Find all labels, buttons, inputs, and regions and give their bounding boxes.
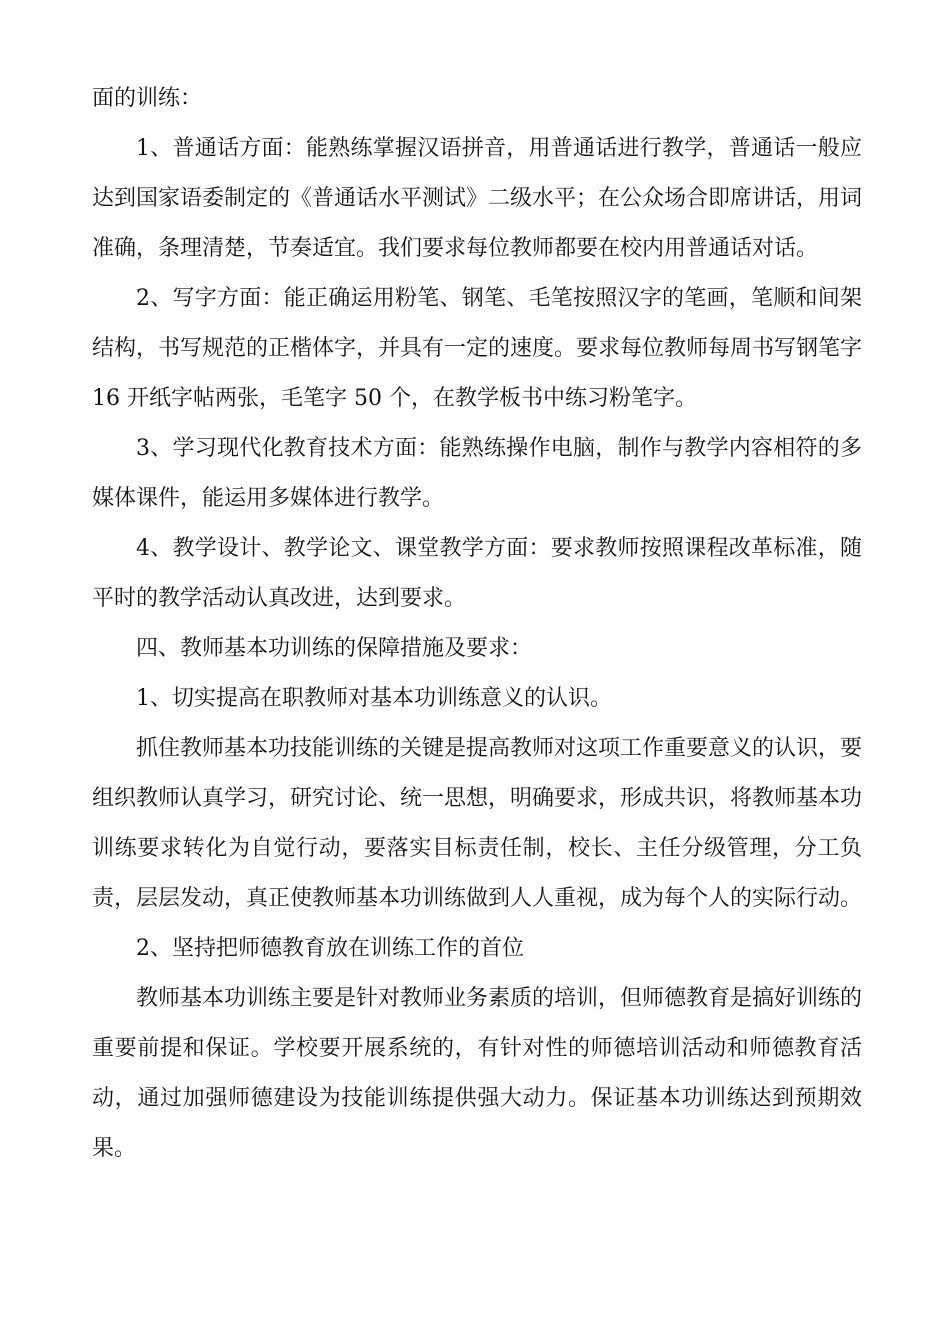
paragraph-education-technology: 3、学习现代化教育技术方面：能熟练操作电脑，制作与教学内容相符的多媒体课件，能运用多媒体进行教学。 (92, 436, 862, 511)
subheading-awareness: 1、切实提高在职教师对基本功训练意义的认识。 (136, 686, 612, 711)
paragraph-continuation: 面的训练： (92, 86, 203, 111)
paragraph-mandarin: 1、普通话方面：能熟练掌握汉语拼音，用普通话进行教学，普通话一般应达到国家语委制定的《普通话水平测试》二级水平；在公众场合即席讲话，用词准确，条理清楚，节奏适宜。我们要求每位教师都要在校内用普通话对话。 (92, 136, 863, 261)
paragraph-ethics: 教师基本功训练主要是针对教师业务素质的培训，但师德教育是搞好训练的重要前提和保证。学校要开展系统的，有针对性的师德培训活动和师德教育活动，通过加强师德建设为技能训练提供强大动力。保证基本功训练达到预期效果。 (92, 986, 863, 1161)
paragraph-handwriting: 2、写字方面：能正确运用粉笔、钢笔、毛笔按照汉字的笔画，笔顺和间架结构，书写规范的正楷体字，并具有一定的速度。要求每位教师每周书写钢笔字 16 开纸字帖两张，毛笔字 50 个，在教学板书中练习粉笔字。 (92, 286, 863, 411)
paragraph-awareness: 抓住教师基本功技能训练的关键是提高教师对这项工作重要意义的认识，要组织教师认真学习，研究讨论、统一思想，明确要求，形成共识，将教师基本功训练要求转化为自觉行动，要落实目标责任制，校长、主任分级管理，分工负责，层层发动，真正使教师基本功训练做到人人重视，成为每个人的实际行动。 (92, 736, 863, 911)
document-page (92, 74, 862, 1174)
paragraph-teaching-design: 4、教学设计、教学论文、课堂教学方面：要求教师按照课程改革标准，随平时的教学活动认真改进，达到要求。 (92, 536, 862, 611)
section-heading-safeguards: 四、教师基本功训练的保障措施及要求： (136, 636, 533, 661)
subheading-ethics: 2、坚持把师德教育放在训练工作的首位 (136, 936, 524, 961)
